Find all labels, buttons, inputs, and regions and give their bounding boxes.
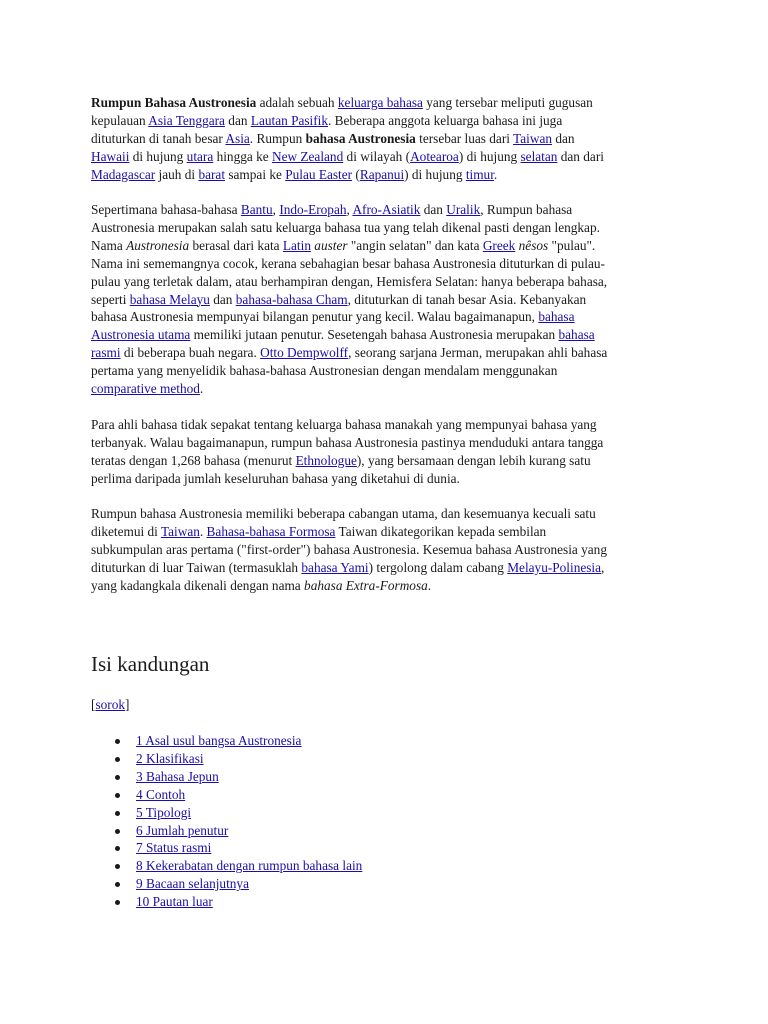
text-run: . (493, 166, 498, 182)
inline-link[interactable]: Uralik (446, 202, 481, 217)
inline-link[interactable]: Ethnologue (295, 452, 357, 468)
inline-link[interactable]: Afro-Asiatik (352, 202, 421, 217)
toc-link[interactable]: 2 Klasifikasi (136, 750, 204, 766)
inline-link[interactable]: rasmi (91, 345, 121, 361)
toc-item (91, 857, 362, 875)
italic-text: auster (314, 237, 348, 253)
text-line (91, 470, 681, 488)
inline-link[interactable]: New Zealand (271, 148, 344, 164)
bullet-icon (115, 882, 120, 887)
text-run: ) tergolong dalam cabang (368, 559, 508, 575)
text-run: di wilayah ( (343, 148, 411, 164)
italic-text: bahasa Extra-Formosa (304, 577, 428, 593)
text-run: bahasa Austronesia mempunyai bilangan penutur yang kecil. Walau bagaimanapun, (91, 309, 539, 325)
toc-link[interactable]: 6 Jumlah penutur (136, 822, 229, 838)
text-run: sampai ke (225, 166, 286, 182)
text-run: yang kadangkala dikenali dengan nama (91, 577, 305, 593)
text-line (91, 434, 681, 452)
bullet-icon (115, 793, 120, 798)
text-run: dituturkan di tanah besar (91, 130, 226, 146)
toc-toggle (91, 696, 129, 714)
text-line (91, 166, 681, 184)
text-run: ) di hujung (458, 148, 521, 164)
text-run: teratas dengan 1,268 bahasa (menurut (91, 452, 296, 468)
inline-link[interactable]: barat (198, 166, 226, 182)
text-line (91, 326, 681, 344)
bullet-icon (115, 864, 120, 869)
inline-link[interactable]: bahasa Yami (301, 559, 369, 575)
text-run: Taiwan dikategorikan kepada sembilan (335, 523, 547, 539)
italic-text: nêsos (518, 237, 549, 253)
toc-item (91, 732, 362, 750)
text-run: perlima daripada jumlah keseluruhan bahasa yang diketahui di dunia. (91, 470, 460, 486)
toc-item (91, 822, 362, 840)
toc-item (91, 786, 362, 804)
inline-link[interactable]: Madagascar (91, 166, 156, 182)
text-run: Austronesia merupakan salah satu keluarga bahasa tua yang telah dikenal pasti dengan lengkap. (91, 219, 600, 235)
text-run: diketemui di (91, 523, 161, 539)
inline-link[interactable]: Asia (225, 130, 250, 146)
toc-link[interactable]: 1 Asal usul bangsa Austronesia (136, 733, 302, 748)
inline-link[interactable]: Aotearoa (410, 148, 459, 164)
text-run: dituturkan di luar Taiwan (termasuklah (91, 559, 302, 575)
bullet-icon (115, 775, 120, 780)
text-run: "pulau". (548, 237, 596, 253)
text-run: dan (224, 112, 251, 128)
toc-item (91, 875, 362, 893)
text-run: Nama (91, 237, 127, 253)
inline-link[interactable]: Bahasa-bahasa Formosa (206, 523, 336, 539)
text-run: kepulauan (91, 112, 149, 128)
inline-link[interactable]: Greek (482, 237, 516, 253)
text-run: , (601, 559, 605, 575)
bullet-icon (115, 739, 120, 744)
toc-item (91, 839, 362, 857)
text-run: tersebar luas dari (415, 130, 514, 146)
toc-toggle-bracket-open: [ (91, 697, 96, 712)
inline-link[interactable]: Taiwan (513, 130, 552, 146)
text-run: , Rumpun bahasa (480, 202, 573, 217)
text-run: jauh di (155, 166, 199, 182)
toc-item (91, 768, 362, 786)
bold-text: bahasa Austronesia (305, 130, 416, 146)
text-run: dan (420, 202, 447, 217)
text-run: pulau yang terletak dalam, atau berhampiran dengan, Hemisfera Selatan: hanya beberapa bahasa, (91, 273, 608, 289)
text-line (91, 255, 681, 273)
text-line (91, 308, 681, 326)
text-line (91, 541, 681, 559)
paragraph-language-count (91, 416, 681, 488)
inline-link[interactable]: bahasa-bahasa Cham (235, 291, 348, 307)
text-run: Para ahli bahasa tidak sepakat tentang keluarga bahasa manakah yang mempunyai bahasa yang (91, 417, 597, 432)
inline-link[interactable]: Otto Dempwolff (260, 345, 349, 361)
text-run: . (199, 381, 204, 397)
inline-link[interactable]: utara (186, 148, 214, 164)
toc-link[interactable]: 8 Kekerabatan dengan rumpun bahasa lain (136, 858, 363, 874)
text-run: memiliki jutaan penutur. Sesetengah bahasa Austronesia merupakan (190, 327, 559, 343)
text-run: , (272, 202, 280, 217)
inline-link[interactable]: Latin (282, 237, 311, 253)
text-run: ), yang bersamaan dengan lebih kurang satu (356, 452, 591, 468)
toc-link[interactable]: 9 Bacaan selanjutnya (136, 876, 249, 892)
text-run: . (199, 523, 207, 539)
text-line (91, 559, 681, 577)
text-line (91, 130, 681, 148)
text-line (91, 201, 681, 219)
toc-hide-link[interactable]: sorok (95, 697, 125, 712)
bullet-icon (115, 811, 120, 816)
toc-list (91, 732, 362, 911)
inline-link[interactable]: Asia Tenggara (148, 112, 225, 128)
text-run: , (346, 202, 353, 217)
toc-link[interactable]: 5 Tipologi (136, 804, 192, 820)
inline-link[interactable]: keluarga bahasa (337, 95, 423, 110)
toc-toggle-bracket-close: ] (125, 697, 130, 712)
text-run: , dituturkan di tanah besar Asia. Kebanyakan (347, 291, 587, 307)
inline-link[interactable]: Indo-Eropah (279, 202, 347, 217)
text-line (91, 291, 681, 309)
text-line (91, 112, 681, 130)
text-line (91, 237, 681, 255)
paragraph-branches (91, 505, 681, 595)
text-run: "angin selatan" dan kata (347, 237, 483, 253)
text-line (91, 344, 681, 362)
text-run: . Rumpun (249, 130, 306, 146)
text-run: di hujung (129, 148, 187, 164)
toc-heading: Isi kandungan (91, 652, 210, 676)
inline-link[interactable]: bahasa Melayu (129, 291, 210, 307)
text-run: Rumpun bahasa Austronesia memiliki beberapa cabangan utama, dan kesemuanya kecuali satu (91, 506, 596, 521)
inline-link[interactable]: bahasa (558, 327, 595, 343)
text-run: dan (552, 130, 575, 146)
inline-link[interactable]: Melayu-Polinesia (507, 559, 602, 575)
text-run: terbanyak. Walau bagaimanapun, rumpun bahasa Austronesia pastinya menduduki antara tangga (91, 434, 604, 450)
text-run: berasal dari kata (189, 237, 283, 253)
text-run: di beberapa buah negara. (120, 345, 261, 361)
inline-link[interactable]: Pulau Easter (285, 166, 353, 182)
text-line (91, 505, 681, 523)
text-line (91, 273, 681, 291)
text-run: ( (352, 166, 360, 182)
text-run: adalah sebuah (256, 95, 338, 110)
inline-link[interactable]: Bantu (240, 202, 273, 217)
toc-link[interactable]: 10 Pautan luar (136, 894, 213, 910)
bold-text: Rumpun Bahasa Austronesia (91, 95, 257, 110)
bullet-icon (115, 846, 120, 851)
text-run: dan (209, 291, 236, 307)
bullet-icon (115, 757, 120, 762)
text-line (91, 94, 681, 112)
toc-link[interactable]: 7 Status rasmi (136, 840, 212, 856)
text-line (91, 577, 681, 595)
text-run: seperti (91, 291, 130, 307)
inline-link[interactable]: Rapanui (359, 166, 405, 182)
inline-link[interactable]: timur (465, 166, 494, 182)
toc-link[interactable]: 3 Bahasa Jepun (136, 768, 219, 784)
inline-link[interactable]: Hawaii (91, 148, 130, 164)
bullet-icon (115, 900, 120, 905)
paragraph-intro (91, 94, 681, 184)
text-run: dan dari (557, 148, 604, 164)
toc-item (91, 893, 362, 911)
inline-link[interactable]: comparative method (91, 381, 200, 397)
text-run: Sepertimana bahasa-bahasa (91, 202, 241, 217)
toc-link[interactable]: 4 Contoh (136, 786, 186, 802)
text-run: hingga ke (213, 148, 272, 164)
text-line (91, 523, 681, 541)
text-run: , seorang sarjana Jerman, merupakan ahli bahasa (348, 345, 608, 361)
text-run: Nama ini sememangnya cocok, kerana sebahagian besar bahasa Austronesia dituturkan di pulau- (91, 255, 605, 271)
text-line (91, 219, 681, 237)
text-run: ) di hujung (404, 166, 466, 182)
text-line (91, 416, 681, 434)
bullet-icon (115, 829, 120, 834)
paragraph-etymology (91, 201, 681, 398)
text-line (91, 148, 681, 166)
text-line (91, 362, 681, 380)
inline-link[interactable]: selatan (520, 148, 558, 164)
italic-text: Austronesia (126, 237, 190, 253)
inline-link[interactable]: Taiwan (160, 523, 200, 539)
text-run: yang tersebar meliputi gugusan (422, 95, 593, 110)
text-run: pertama yang menyelidik bahasa-bahasa Austronesian dengan mendalam menggunakan (91, 363, 558, 379)
text-run: . Beberapa anggota keluarga bahasa ini juga (328, 112, 563, 128)
toc-item (91, 750, 362, 768)
inline-link[interactable]: Austronesia utama (91, 327, 191, 343)
text-run: subkumpulan aras pertama ("first-order") bahasa Austronesia. Kesemua bahasa Austronesia yang (91, 541, 607, 557)
inline-link[interactable]: bahasa (538, 309, 575, 325)
text-line (91, 452, 681, 470)
text-line (91, 380, 681, 398)
toc-item (91, 804, 362, 822)
text-run: . (427, 577, 432, 593)
inline-link[interactable]: Lautan Pasifik (250, 112, 329, 128)
